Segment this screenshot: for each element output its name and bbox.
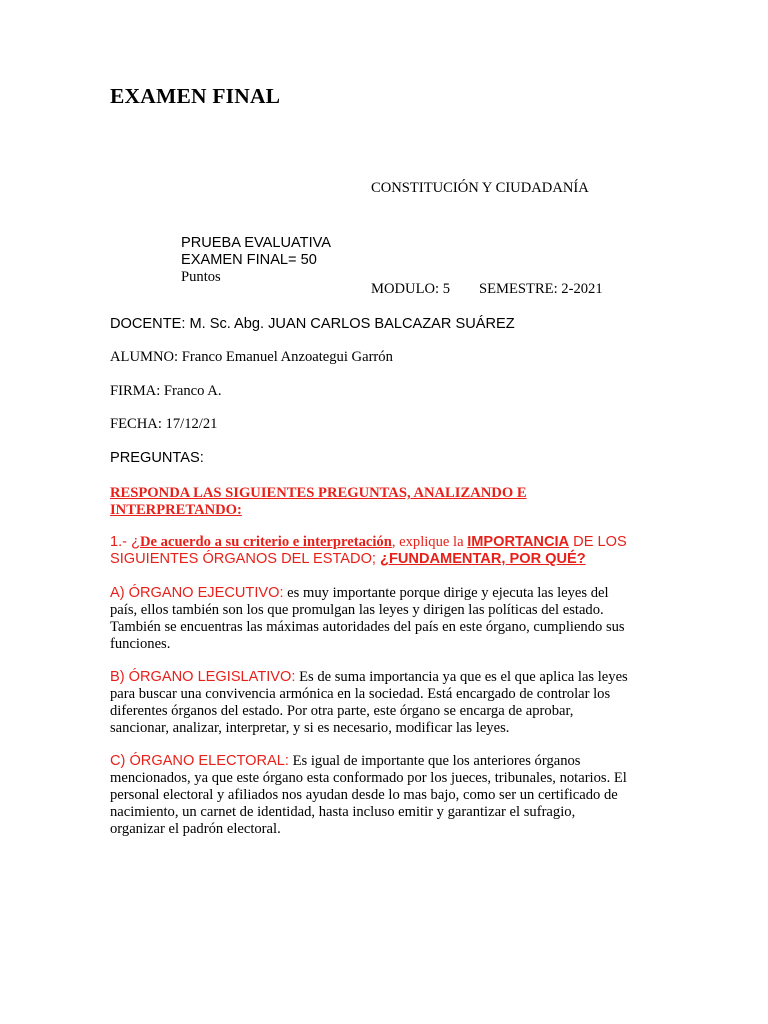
question-prefix: 1.- ¿ xyxy=(110,534,140,550)
signature-line: FIRMA: Franco A. xyxy=(110,383,222,399)
question-rest: DE LOS xyxy=(569,534,627,550)
question-line-2 xyxy=(110,551,586,568)
answer-c-line: Es igual de importante que los anteriores órganos xyxy=(288,753,581,769)
question-criterio: De acuerdo a su criterio e interpretación xyxy=(140,534,392,550)
answer-c-line: nacimiento, un carnet de identidad, hasta incluso emitir y garantizar el sufragio, xyxy=(110,804,576,820)
instruction-line-2: INTERPRETANDO: xyxy=(110,502,242,518)
answer-b-line: sancionar, analizar, interpretar, y si es necesario, modificar las leyes. xyxy=(110,720,510,736)
student-line: ALUMNO: Franco Emanuel Anzoategui Garrón xyxy=(110,349,393,365)
evaluation-points-unit: Puntos xyxy=(181,269,221,285)
question-importancia: IMPORTANCIA xyxy=(467,534,570,550)
exam-title: EXAMEN FINAL xyxy=(110,84,281,108)
answer-a-line: También se encuentras las máximas autoridades del país en este órgano, cumpliendo sus xyxy=(110,619,625,635)
module-label: MODULO: 5 xyxy=(371,281,451,297)
subject-name: CONSTITUCIÓN Y CIUDADANÍA xyxy=(371,180,589,196)
evaluation-type: PRUEBA EVALUATIVA xyxy=(181,235,332,251)
answer-a-line: país, ellos también son los que promulgan las leyes y dirigen las políticas del estado. xyxy=(110,602,604,618)
answer-c-line: organizar el padrón electoral. xyxy=(110,821,281,837)
answer-b-line: Es de suma importancia ya que es el que aplica las leyes xyxy=(295,669,628,685)
answer-b-line: diferentes órganos del estado. Por otra parte, este órgano se encarga de aprobar, xyxy=(110,703,574,719)
answer-c xyxy=(110,753,662,838)
answer-b-label: B) ÓRGANO LEGISLATIVO: xyxy=(110,669,296,685)
answer-c-line: personal electoral y afiliados nos ayudan desde lo mas bajo, como ser un certificado de xyxy=(110,787,618,803)
instruction-line-1: RESPONDA LAS SIGUIENTES PREGUNTAS, ANALIZANDO E xyxy=(110,485,527,501)
answer-b xyxy=(110,669,662,737)
questions-heading: PREGUNTAS: xyxy=(110,450,204,466)
evaluation-points: EXAMEN FINAL= 50 xyxy=(181,252,317,268)
question-line-1 xyxy=(110,534,627,551)
question-comma: , xyxy=(391,534,396,550)
question-line2-start: SIGUIENTES ÓRGANOS DEL ESTADO; xyxy=(110,551,381,567)
answer-a-label: A) ÓRGANO EJECUTIVO: xyxy=(110,585,284,601)
date-line: FECHA: 17/12/21 xyxy=(110,416,218,432)
question-explique: explique la xyxy=(395,534,468,550)
answer-c-label: C) ÓRGANO ELECTORAL: xyxy=(110,753,289,769)
answer-b-line: para buscar una convivencia armónica en la sociedad. Está encargado de controlar los xyxy=(110,686,611,702)
answer-a xyxy=(110,585,662,653)
teacher-line: DOCENTE: M. Sc. Abg. JUAN CARLOS BALCAZAR SUÁREZ xyxy=(110,316,515,332)
semester-label: SEMESTRE: 2-2021 xyxy=(479,281,603,297)
question-fundamentar: ¿FUNDAMENTAR, POR QUÉ? xyxy=(380,551,586,567)
answer-a-line: es muy importante porque dirige y ejecuta las leyes del xyxy=(283,585,609,601)
answer-c-line: mencionados, ya que este órgano esta conformado por los jueces, tribunales, notarios. El xyxy=(110,770,627,786)
answer-a-line: funciones. xyxy=(110,636,171,652)
